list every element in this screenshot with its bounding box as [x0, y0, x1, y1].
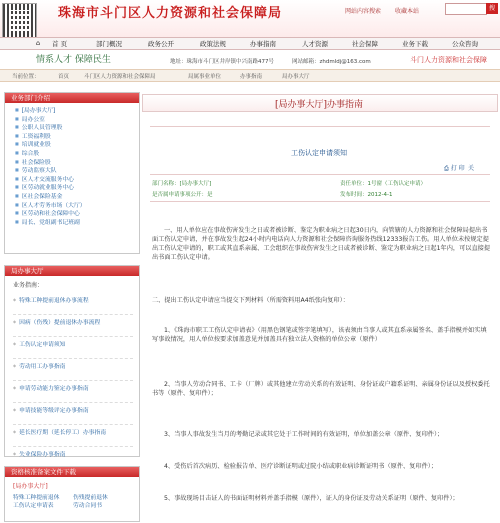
divider	[150, 201, 490, 202]
qr-code-image	[2, 3, 37, 38]
download-box-title: 资格核准备案文件下载	[5, 467, 139, 477]
dept-list	[15, 106, 139, 226]
email-text: 网站邮箱：zhdmldj@163.com	[292, 59, 371, 65]
print-link[interactable]	[444, 163, 465, 173]
hall-list	[13, 293, 139, 469]
dept-item[interactable]: ■ [局办事大厅]	[15, 106, 139, 115]
dept-item[interactable]: ■ 区人才交流服务中心	[15, 175, 139, 184]
search-input[interactable]	[445, 3, 487, 15]
download-box	[4, 466, 140, 522]
nav-item-overview[interactable]: 部门概况	[96, 40, 122, 48]
nav-item-consult[interactable]: 公众咨询	[452, 40, 478, 48]
article-paragraph: 1、《珠海市职工工伤认定申请表》（用黑色钢笔或签字笔填写），该表须由当事人或其直系亲属签名、盖手指模并如实填写事故情况，用人单位按要求加盖意见并加盖具有独立法人资格的单位公章（原件）	[152, 327, 487, 343]
dept-item[interactable]: ■ 区人才劳务市场（大厅）	[15, 201, 139, 210]
welcome-text: 斗门人力资源和社会保障	[410, 56, 487, 64]
dept-item[interactable]: ■ 工资福利股	[15, 132, 139, 141]
dept-item[interactable]: ■ 局办公室	[15, 115, 139, 124]
article-paragraph: 4、受伤后首次病历、检验报告单、医疗诊断证明或过院小结或职业病诊断证明书（原件、复印件）；	[164, 463, 438, 470]
header-links	[345, 6, 433, 15]
nav-item-policy[interactable]: 政策法规	[200, 40, 226, 48]
dept-item[interactable]: ■ 区劳动就业服务中心	[15, 183, 139, 192]
download-item[interactable]: 工伤认定申请表	[13, 503, 54, 509]
dept-box	[4, 92, 140, 254]
address-text: 地址：珠海市斗门区井岸镇中兴南路477号	[170, 59, 274, 65]
hall-item[interactable]: ◆ 申请劳动能力鉴定办事指南	[13, 381, 133, 403]
meta-dept: 部门名称：[局办事大厅]	[152, 181, 212, 187]
download-list	[13, 494, 139, 510]
nav-item-gov-info[interactable]: 政务公开	[148, 40, 174, 48]
divider	[150, 174, 490, 175]
breadcrumb-units[interactable]: 局属事业单位	[188, 74, 222, 80]
site-title: 珠海市斗门区人力资源和社会保障局	[58, 6, 283, 21]
hall-box	[4, 265, 140, 457]
nav-item-downloads[interactable]: 业务下载	[402, 40, 428, 48]
nav-item-insurance[interactable]: 社会保障	[352, 40, 378, 48]
close-link[interactable]: 关	[468, 165, 475, 172]
meta-category: 责任单位：1号窗（工伤认定申请）	[340, 181, 427, 187]
article-title: 工伤认定申请须知	[291, 149, 347, 157]
hall-item[interactable]: ◆ 劳动用工办事指南	[13, 359, 133, 381]
dept-item[interactable]: ■ 区劳动和社会保障中心	[15, 209, 139, 218]
download-item[interactable]: 特殊工种提前退休	[13, 495, 60, 501]
hall-item[interactable]: ◆ 失业保险办事指南	[13, 447, 133, 469]
search-button[interactable]: 搜	[486, 3, 498, 14]
site-search-link[interactable]: 网站内容搜索	[345, 8, 382, 15]
breadcrumb	[0, 69, 500, 82]
meta-public: 是否属申请事项公开：是	[152, 192, 213, 198]
dept-item[interactable]: ■ 综合股	[15, 149, 139, 158]
divider	[150, 126, 490, 127]
hall-item[interactable]: ◆ 特殊工种提前退休办事流程	[13, 293, 133, 315]
download-box-subtitle: [局办事大厅]	[13, 483, 48, 490]
hall-item[interactable]: ◆ 申请技能等级评定办事指南	[13, 403, 133, 425]
hall-item[interactable]: ◆ 延长医疗期（延长停工）办事指南	[13, 425, 133, 447]
breadcrumb-bureau[interactable]: 斗门区人力资源和社会保障局	[84, 74, 156, 80]
article-paragraph: 二、提出工伤认定申请应当提交下列材料（所需资料用A4纸张向复印）：	[152, 297, 349, 304]
printer-icon: ⎙	[444, 165, 449, 172]
dept-item[interactable]: ■ 培训就业股	[15, 140, 139, 149]
nav-item-home[interactable]: 首 页	[52, 40, 68, 48]
nav-item-talent[interactable]: 人才资源	[302, 40, 328, 48]
article-paragraph: 5、事故现场目击证人的书面证明材料并盖手指模（原件），证人的身份证及劳动关系证明（原件、复印件）；	[164, 495, 459, 502]
article-paragraph: 一、用人单位应在事故伤害发生之日或者被诊断、鉴定为职业病之日起30日内，向管辖的人力资源和社会保障局提出书面工伤认定申请，并在事故发生起24小时内电话向人力资源和社会保障咨询服务热线12333报告工伤。用人单位未按规定提出工伤认定申请的，职工或其直系亲属、工会组织在事故伤害发生之日或者被诊断、鉴定为职业病之日起1年内，可以直接提出书面工伤认定申请。	[152, 227, 491, 261]
main-nav	[0, 37, 500, 50]
dept-item[interactable]: ■ 区社会保险基金	[15, 192, 139, 201]
nav-item-guide[interactable]: 办事指南	[250, 40, 276, 48]
dept-item[interactable]: ■ 局长、党组副书记班副	[15, 218, 139, 227]
breadcrumb-label: 当前位置：	[12, 74, 40, 80]
print-label: 打 印	[450, 165, 465, 172]
dept-box-title: 业务部门介绍	[5, 93, 139, 103]
dept-item[interactable]: ■ 公职人员管理股	[15, 123, 139, 132]
dept-item[interactable]: ■ 社会保险股	[15, 158, 139, 167]
home-icon: ⌂	[36, 39, 41, 47]
section-title: [局办事大厅]办事指南	[274, 100, 364, 110]
breadcrumb-hall[interactable]: 局办事大厅	[282, 74, 310, 80]
slogan: 情系人才 保障民生	[36, 55, 111, 65]
download-item[interactable]: 伤残提前退休	[73, 495, 108, 501]
meta-date: 发布时间：2012-4-1	[340, 192, 393, 198]
article-paragraph: 3、当事人事故发生当月的考勤记录或其它处于工作时间的有效证明，单位加盖公章（原件、复印件）；	[164, 431, 444, 438]
hall-box-title: 局办事大厅	[5, 266, 139, 276]
hall-box-subtitle: 业务指南：	[13, 282, 44, 289]
favorite-link[interactable]: 收藏本站	[395, 8, 420, 15]
dept-item[interactable]: ■ 劳动监察大队	[15, 166, 139, 175]
breadcrumb-guide[interactable]: 办事指南	[240, 74, 263, 80]
hall-item[interactable]: ◆ 因病（伤残）提前退休办事流程	[13, 315, 133, 337]
breadcrumb-home[interactable]: 首页	[58, 74, 70, 80]
hall-item[interactable]: ◆ 工伤认定申请须知	[13, 337, 133, 359]
download-item[interactable]: 劳动合同书	[73, 503, 102, 509]
article-paragraph: 2、当事人劳动合同书、工卡（厂牌）或其他建立劳动关系的有效证明、身份证或户籍系证明、亲属身份证以及授权委托书等（原件、复印件）；	[152, 381, 490, 397]
